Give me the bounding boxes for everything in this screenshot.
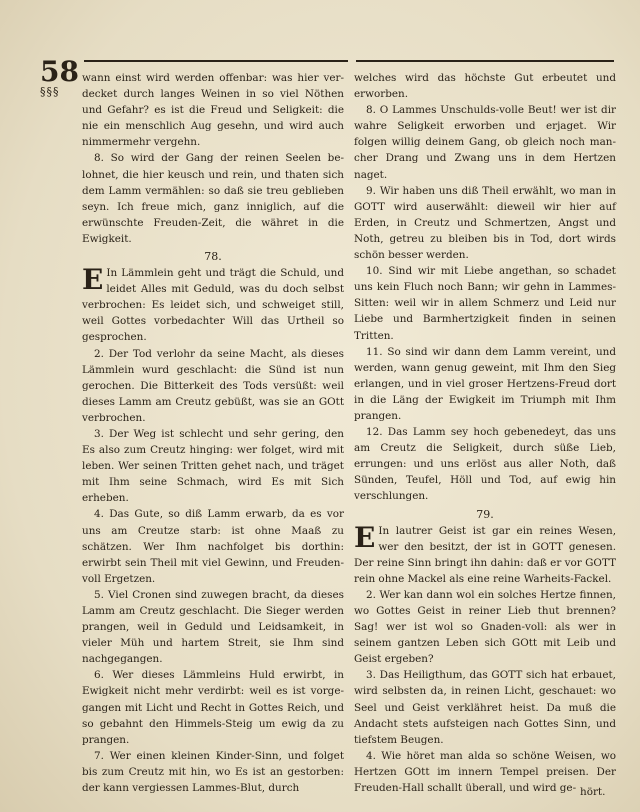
hymn-78-verse-7: 7. Wer einen kleinen Kinder-Sinn, und folget bis zum Creutz mit hin, wo Es ist an gestorben: der kann vergiessen Lammes-Blut, durch [82,749,344,795]
left-continuation: wann einst wird werden offenbar: was hier verdecket durch langes Weinen in so viel Nöthen und Gefahr? es ist die Freud und Seligkeit: die nie ein menschlich Aug gesehn, und wird auch nimmermehr vergehn. [82,72,344,149]
right-verse-10: 10. Sind wir mit Liebe angethan, so schadet uns kein Fluch noch Bann; wir gehn in Lammes-Sitten: weil wir in allem Schmerz und Leid nur Liebe und Barmhertzigkeit finden in seinen Tritten. [354,265,616,342]
hymn-79-verse-2: 2. Wer kan dann wol ein solches Hertze finnen, wo Gottes Geist in reiner Lieb thut brennen? Sag! wer ist wol so Gnaden-voll: als wer in seinem gantzen Leben sich GOtt mit Leib und Geist ergeben? [354,588,616,666]
dropcap-79: E [354,520,376,554]
page-ornament: §§§ [40,85,60,98]
hymn-78-verse-1-text: In Lämmlein geht und trägt die Schuld, und leidet Alles mit Geduld, was du doch selbst verbrochen: Es leidet sich, und schweiget still, weil Gottes vorbedachter Will das Urtheil so gesprochen. [82,267,344,344]
hymn-78-verse-3: 3. Der Weg ist schlecht und sehr gering, den Es also zum Creutz hinging: wer folget, wird mit leben. Wer seinen Tritten gehet nach, und träget mit Ihm seine Schmach, wird Es mit Sich erheben. [82,427,344,505]
header-rule-right [356,60,614,62]
hymn-79-verse-3: 3. Das Heiligthum, das GOTT sich hat erbauet, wird selbsten da, in reinen Licht, geschauet: wo Seel und Geist verklähret heist. Da muß die Andacht stets aufsteigen nach Gottes Sinn, und tiefstem Beugen. [354,669,616,746]
hymn-number-79: 79. [476,507,494,521]
right-continuation: welches wird das höchste Gut erbeutet und erworben. [354,72,616,101]
right-verse-9: 9. Wir haben uns diß Theil erwählt, wo man in GOTT wird auserwählt: dieweil wir hier auf Erden, in Creutz und Schmertzen, Angst und Noth, getreu zu bleiben bis in Tod, dort wirds schön besser werden. [354,184,616,262]
hymn-number-78: 78. [204,250,222,264]
catchword: hört. [580,786,606,798]
right-verse-12: 12. Das Lamm sey hoch gebenedeyt, das uns am Creutz die Seligkeit, durch süße Lieb, errungen: und uns erlöst aus aller Noth, daß Sünden, Teufel, Höll und Tod, auf ewig hin verschlungen. [354,426,616,503]
right-verse-8: 8. O Lammes Unschulds-volle Beut! wer ist dir wahre Seligkeit erworben und erjaget. Wir folgen willig deinem Gang, ob gleich noch mancher Drang und Zwang uns in dem Hertzen naget. [354,104,616,181]
right-column [354,70,616,796]
hymn-79-verse-1 [354,520,616,587]
left-verse-8: 8. So wird der Gang der reinen Seelen belohnet, die hier keusch und rein, und thaten sich dem Lamm vermählen: so daß sie treu geblieben seyn. Ich freue mich, ganz inniglich, auf die erwünschte Freuden-Zeit, die währet in die Ewigkeit. [82,152,344,245]
hymn-78-verse-2: 2. Der Tod verlohr da seine Macht, als dieses Lämmlein wurd geschlacht: die Sünd ist nun gerochen. Die Bitterkeit des Tods versüßt: weil dieses Lamm am Creutz gebüßt, was sie an GOtt verbrochen. [82,347,344,424]
page-number: 58 [40,55,79,88]
hymn-79-verse-1-text: In lautrer Geist ist gar ein reines Wesen, wer den besitzt, der ist in GOTT genesen. Der reine Sinn bringt ihn dahin: daß er vor GOTT rein ohne Mackel als eine reine Warheits-Fackel. [354,524,616,585]
hymn-78-verse-6: 6. Wer dieses Lämmleins Huld erwirbt, in Ewigkeit nicht mehr verdirbt: weil es ist vorgegangen mit Licht und Recht in Gottes Reich, und so gebahnt den Himmels-Steig um ewig da zu prangen. [82,669,344,746]
right-verse-11: 11. So sind wir dann dem Lamm vereint, und werden, wann genug geweint, mit Ihm den Sieg erlangen, und in viel groser Hertzens-Freud dort in die Läng der Ewigkeit im Triumph mit Ihm prangen. [354,345,616,422]
header-rule-left [84,60,348,62]
hymn-78-verse-1 [82,265,344,345]
dropcap-78: E [82,263,104,297]
hymn-78-verse-4: 4. Das Gute, so diß Lamm erwarb, da es vor uns am Creutze starb: ist ohne Maaß zu schätzen. Wer Ihm nachfolget bis dorthin: erwirbt sein Theil mit viel Gewinn, und Freuden-voll Ergetzen. [82,508,344,585]
hymn-78-verse-5: 5. Viel Cronen sind zuwegen bracht, da dieses Lamm am Creutz geschlacht. Die Sieger werden prangen, weil in Geduld und Leidsamkeit, in vieler Müh und hartem Streit, sie Ihm sind nachgegangen. [82,588,344,666]
left-column [82,70,344,796]
hymn-79-verse-4: 4. Wie höret man alda so schöne Weisen, wo Hertzen GOtt im innern Tempel preisen. Der Freuden-Hall schallt überall, und wird ge- [354,749,616,795]
